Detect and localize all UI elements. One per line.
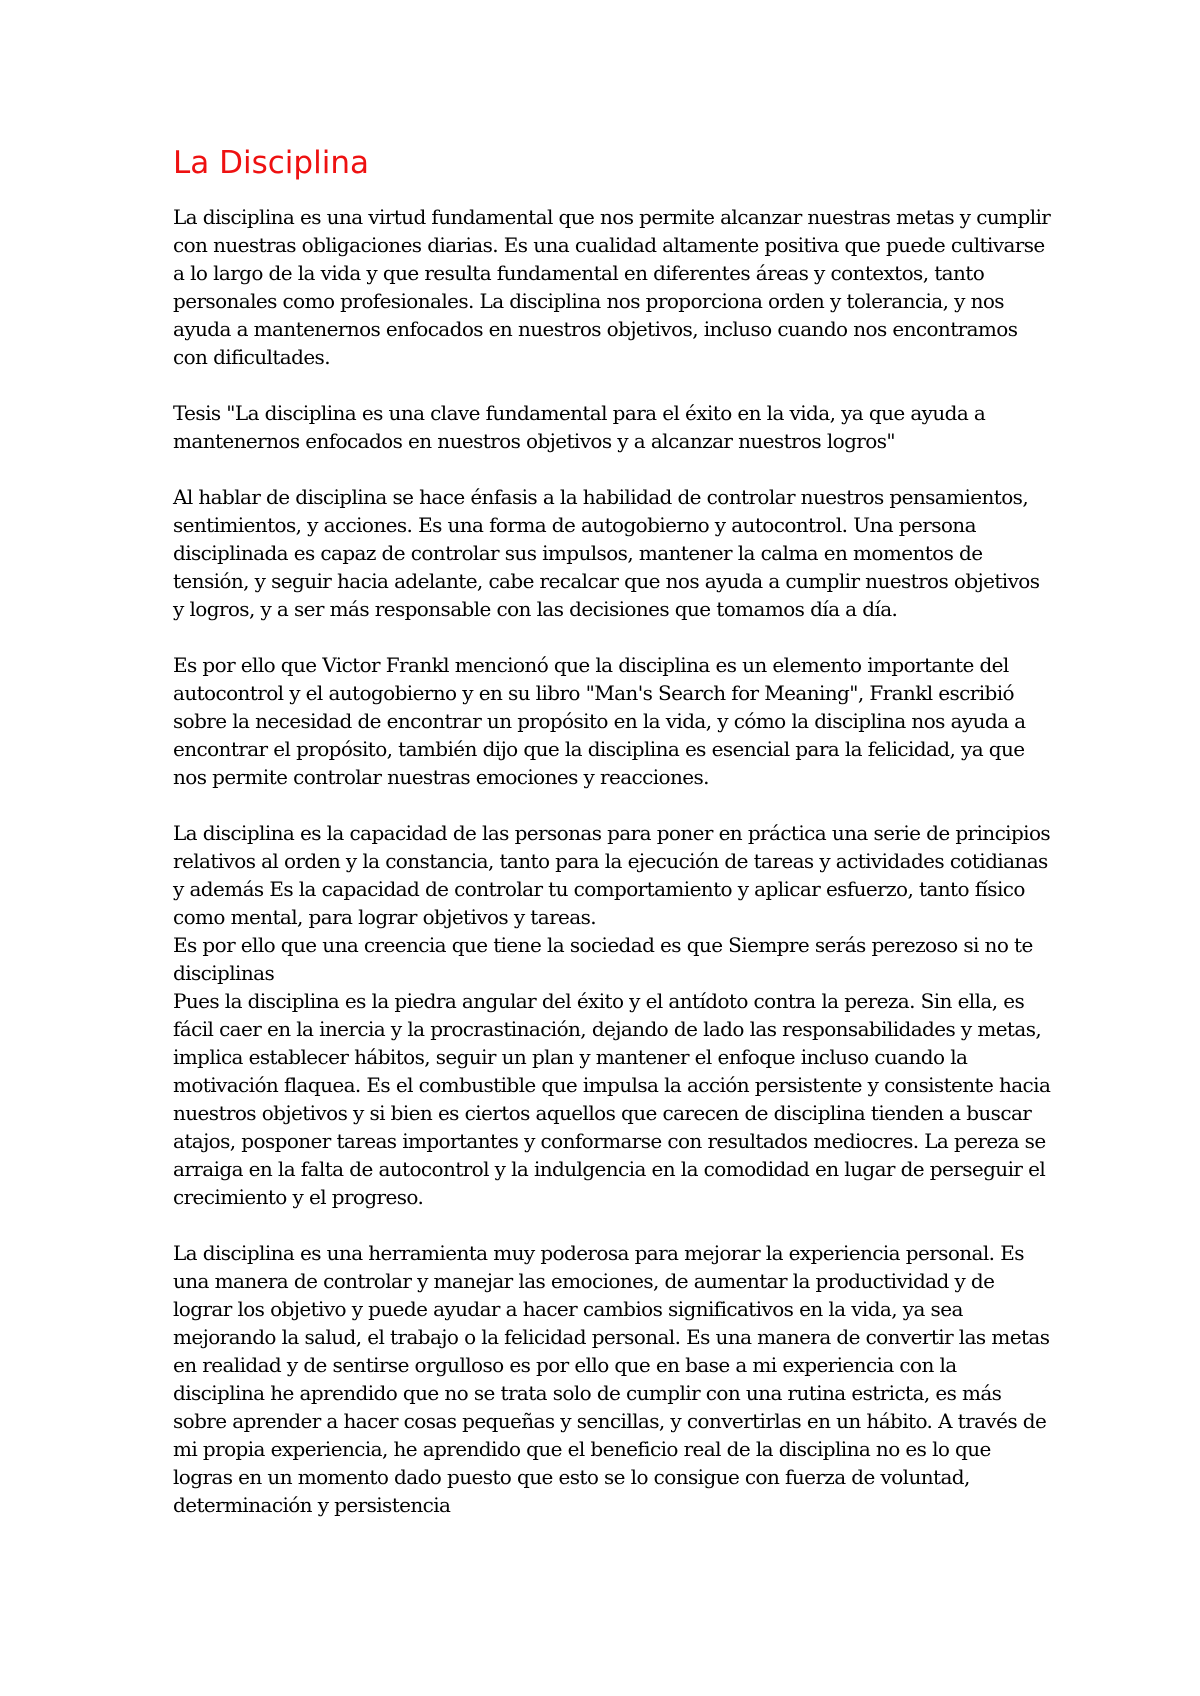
paragraph-spacer	[173, 1211, 1053, 1239]
paragraph-spacer	[173, 623, 1053, 651]
paragraph-intro: La disciplina es una virtud fundamental que nos permite alcanzar nuestras metas y cumplir con nuestras obligaciones diarias. Es una cualidad altamente positiva que puede cultivarse a lo largo de la vida y que resulta fundamental en diferentes áreas y contextos, tanto personales como profesionales. La disciplina nos proporciona orden y tolerancia, y nos ayuda a mantenernos enfocados en nuestros objetivos, incluso cuando nos encontramos con dificultades.	[173, 205, 1051, 369]
paragraph-belief: Es por ello que una creencia que tiene la sociedad es que Siempre serás perezoso si no te disciplinas	[173, 933, 1033, 985]
document-title: La Disciplina	[173, 145, 369, 181]
paragraph-spacer	[173, 455, 1053, 483]
paragraph-laziness: Pues la disciplina es la piedra angular del éxito y el antídoto contra la pereza. Sin ella, es fácil caer en la inercia y la procrastinación, dejando de lado las responsabilidades y metas, implica establecer hábitos, seguir un plan y mantener el enfoque incluso cuando la motivación flaquea. Es el combustible que impulsa la acción persistente y consistente hacia nuestros objetivos y si bien es ciertos aquellos que carecen de disciplina tienden a buscar atajos, posponer tareas importantes y conformarse con resultados mediocres. La pereza se arraiga en la falta de autocontrol y la indulgencia en la comodidad en lugar de perseguir el crecimiento y el progreso.	[173, 989, 1051, 1209]
paragraph-spacer	[173, 371, 1053, 399]
paragraph-spacer	[173, 791, 1053, 819]
paragraph-frankl: Es por ello que Victor Frankl mencionó que la disciplina es un elemento importante del autocontrol y el autogobierno y en su libro "Man's Search for Meaning", Frankl escribió sobre la necesidad de encontrar un propósito en la vida, y cómo la disciplina nos ayuda a encontrar el propósito, también dijo que la disciplina es esencial para la felicidad, ya que nos permite controlar nuestras emociones y reacciones.	[173, 653, 1026, 789]
paragraph-definition: La disciplina es la capacidad de las personas para poner en práctica una serie de principios relativos al orden y la constancia, tanto para la ejecución de tareas y actividades cotidianas y además Es la capacidad de controlar tu comportamiento y aplicar esfuerzo, tanto físico como mental, para lograr objetivos y tareas.	[173, 821, 1051, 929]
paragraph-thesis: Tesis "La disciplina es una clave fundamental para el éxito en la vida, ya que ayuda a mantenernos enfocados en nuestros objetivos y a alcanzar nuestros logros"	[173, 401, 986, 453]
paragraph-experience: La disciplina es una herramienta muy poderosa para mejorar la experiencia personal. Es una manera de controlar y manejar las emociones, de aumentar la productividad y de lograr los objetivo y puede ayudar a hacer cambios significativos en la vida, ya sea mejorando la salud, el trabajo o la felicidad personal. Es una manera de convertir las metas en realidad y de sentirse orgulloso es por ello que en base a mi experiencia con la disciplina he aprendido que no se trata solo de cumplir con una rutina estricta, es más sobre aprender a hacer cosas pequeñas y sencillas, y convertirlas en un hábito. A través de mi propia experiencia, he aprendido que el beneficio real de la disciplina no es lo que logras en un momento dado puesto que esto se lo consigue con fuerza de voluntad, determinación y persistencia	[173, 1241, 1050, 1517]
paragraph-self-control: Al hablar de disciplina se hace énfasis a la habilidad de controlar nuestros pensamientos, sentimientos, y acciones. Es una forma de autogobierno y autocontrol. Una persona disciplinada es capaz de controlar sus impulsos, mantener la calma en momentos de tensión, y seguir hacia adelante, cabe recalcar que nos ayuda a cumplir nuestros objetivos y logros, y a ser más responsable con las decisiones que tomamos día a día.	[173, 485, 1040, 621]
document-body	[173, 143, 1053, 1519]
